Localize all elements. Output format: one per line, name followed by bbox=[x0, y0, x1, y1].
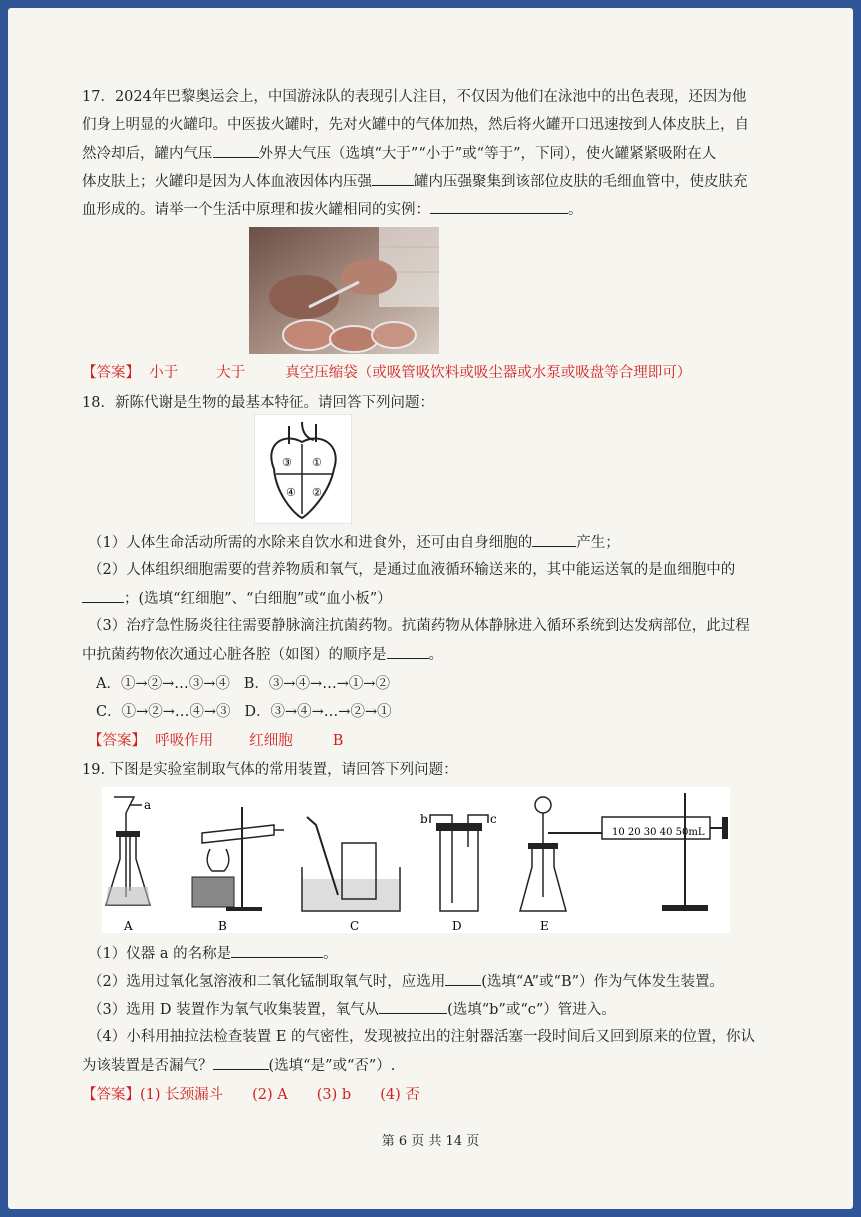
q17-answer-3: 真空压缩袋（或吸管吸饮料或吸尘器或水泵或吸盘等合理即可） bbox=[285, 365, 692, 381]
label-D: D bbox=[452, 919, 462, 933]
q17-line-4 bbox=[82, 171, 748, 192]
q19-blank-1 bbox=[231, 943, 323, 958]
q19-part-2 bbox=[88, 971, 724, 992]
heart-label-2: ② bbox=[312, 486, 322, 499]
q19-blank-3 bbox=[379, 999, 447, 1014]
q18-option-c: C．①→②→…④→③ bbox=[96, 704, 231, 720]
q17-line-5-a: 血形成的。请举一个生活中原理和拔火罐相同的实例： bbox=[82, 202, 430, 218]
q17-line-4-a: 体皮肤上；火罐印是因为人体血液因体内压强 bbox=[82, 174, 372, 190]
q18-option-d: D．③→④→…→②→① bbox=[244, 704, 392, 720]
q18-option-a: A．①→②→…③→④ bbox=[96, 676, 230, 692]
q18-blank-2 bbox=[82, 588, 124, 603]
q19-part-1-b: 。 bbox=[323, 946, 338, 962]
q18-answer-3: B bbox=[332, 733, 344, 749]
q18-blank-1 bbox=[532, 532, 576, 547]
syringe-scale: 10 20 30 40 50mL bbox=[612, 827, 705, 838]
q17-answer-1: 小于 bbox=[149, 365, 179, 381]
q18-option-b: B．③→④→…→①→② bbox=[243, 676, 391, 692]
q17-line-2: 们身上明显的火罐印。中医拔火罐时，先对火罐中的气体加热，然后将火罐开口迅速按到人体皮肤上，自 bbox=[82, 117, 749, 133]
q17-line-3 bbox=[82, 143, 716, 164]
q17-line-1: 17．2024年巴黎奥运会上，中国游泳队的表现引人注目，不仅因为他们在泳池中的出色表现，还因为他 bbox=[82, 89, 747, 105]
q19-title: 19. 下图是实验室制取气体的常用装置，请回答下列问题： bbox=[82, 762, 458, 778]
label-C: C bbox=[350, 919, 360, 933]
q19-part-2-b: (选填“A”或“B”）作为气体发生装置。 bbox=[481, 974, 725, 990]
label-A: A bbox=[124, 919, 133, 933]
q18-answer-label: 【答案】 bbox=[88, 733, 146, 749]
q19-answer bbox=[82, 1085, 420, 1105]
q17-line-3-b: 外界大气压（选填“大于”“小于”或“等于”，下同），使火罐紧紧吸附在人 bbox=[258, 146, 717, 162]
q19-part-4-line-1: （4）小科用抽拉法检查装置 E 的气密性，发现被拉出的注射器活塞一段时间后又回到原来的位置，你认 bbox=[88, 1029, 756, 1045]
label-b: b bbox=[420, 812, 428, 826]
q19-part-2-a: （2）选用过氧化氢溶液和二氧化锰制取氧气时，应选用 bbox=[88, 974, 446, 990]
q19-part-4-c: (选填“是”或“否”）. bbox=[268, 1058, 396, 1074]
heart-label-1: ① bbox=[312, 456, 322, 469]
q17-answer bbox=[82, 363, 691, 383]
label-c: c bbox=[490, 812, 497, 826]
q17-line-5-b: 。 bbox=[568, 202, 583, 218]
cupping-photo bbox=[249, 227, 439, 354]
q18-options-row-2 bbox=[96, 702, 392, 722]
q18-title: 18．新陈代谢是生物的最基本特征。请回答下列问题： bbox=[82, 395, 434, 411]
q19-part-3-b: (选填“b”或“c”）管进入。 bbox=[447, 1002, 616, 1018]
q19-part-3 bbox=[88, 999, 616, 1020]
apparatus-diagram bbox=[102, 787, 730, 933]
q17-line-5 bbox=[82, 199, 583, 220]
q18-options-row-1 bbox=[96, 674, 390, 694]
q17-answer-2: 大于 bbox=[216, 365, 246, 381]
q17-blank-3 bbox=[430, 199, 568, 214]
q18-part-3-b: 中抗菌药物依次通过心脏各腔（如图）的顺序是 bbox=[82, 647, 387, 663]
q19-part-4-b: 为该装置是否漏气？ bbox=[82, 1058, 213, 1074]
q18-part-3-line-2 bbox=[82, 644, 443, 665]
q18-answer-1: 呼吸作用 bbox=[155, 733, 214, 749]
page-footer: 第 6 页 共 14 页 bbox=[381, 1134, 480, 1149]
q18-part-3-c: 。 bbox=[428, 647, 443, 663]
q19-part-1-a: （1）仪器 a 的名称是 bbox=[88, 946, 232, 962]
q17-blank-2 bbox=[372, 171, 414, 186]
q18-part-2-line-2 bbox=[82, 588, 392, 609]
q18-part-1-a: （1）人体生命活动所需的水除来自饮水和进食外，还可由自身细胞的 bbox=[88, 535, 533, 551]
label-E: E bbox=[540, 919, 549, 933]
heart-diagram bbox=[254, 414, 352, 524]
q19-answer-label: 【答案】 bbox=[82, 1087, 140, 1103]
q17-line-3-a: 然冷却后，罐内气压 bbox=[82, 146, 213, 162]
q19-part-1 bbox=[88, 943, 338, 964]
q18-part-1-b: 产生； bbox=[576, 535, 620, 551]
q18-blank-3 bbox=[387, 644, 429, 659]
heart-label-3: ③ bbox=[282, 456, 292, 469]
label-a: a bbox=[144, 798, 152, 812]
q17-blank-1 bbox=[213, 143, 259, 158]
heart-label-4: ④ bbox=[286, 486, 296, 499]
q19-part-3-a: （3）选用 D 装置作为氧气收集装置，氧气从 bbox=[88, 1002, 380, 1018]
q18-part-3-line-1: （3）治疗急性肠炎往往需要静脉滴注抗菌药物。抗菌药物从体静脉进入循环系统到达发病部位，此过程 bbox=[88, 618, 750, 634]
q18-answer bbox=[88, 731, 343, 751]
q18-part-2-line-1: （2）人体组织细胞需要的营养物质和氧气，是通过血液循环输送来的，其中能运送氧的是血细胞中的 bbox=[88, 562, 736, 578]
q19-answer-text: (1) 长颈漏斗 (2) A (3) b (4) 否 bbox=[140, 1087, 420, 1103]
q19-blank-4 bbox=[213, 1055, 269, 1070]
q19-part-4-line-2 bbox=[82, 1055, 395, 1076]
q18-answer-2: 红细胞 bbox=[249, 733, 293, 749]
label-B: B bbox=[218, 919, 227, 933]
q17-line-4-b: 罐内压强聚集到该部位皮肤的毛细血管中，使皮肤充 bbox=[414, 174, 748, 190]
q19-blank-2 bbox=[445, 971, 481, 986]
q18-part-1 bbox=[88, 532, 620, 553]
q17-answer-label: 【答案】 bbox=[82, 365, 140, 381]
q18-part-2-b: ；(选填“红细胞”、“白细胞”或“血小板”） bbox=[124, 591, 392, 607]
